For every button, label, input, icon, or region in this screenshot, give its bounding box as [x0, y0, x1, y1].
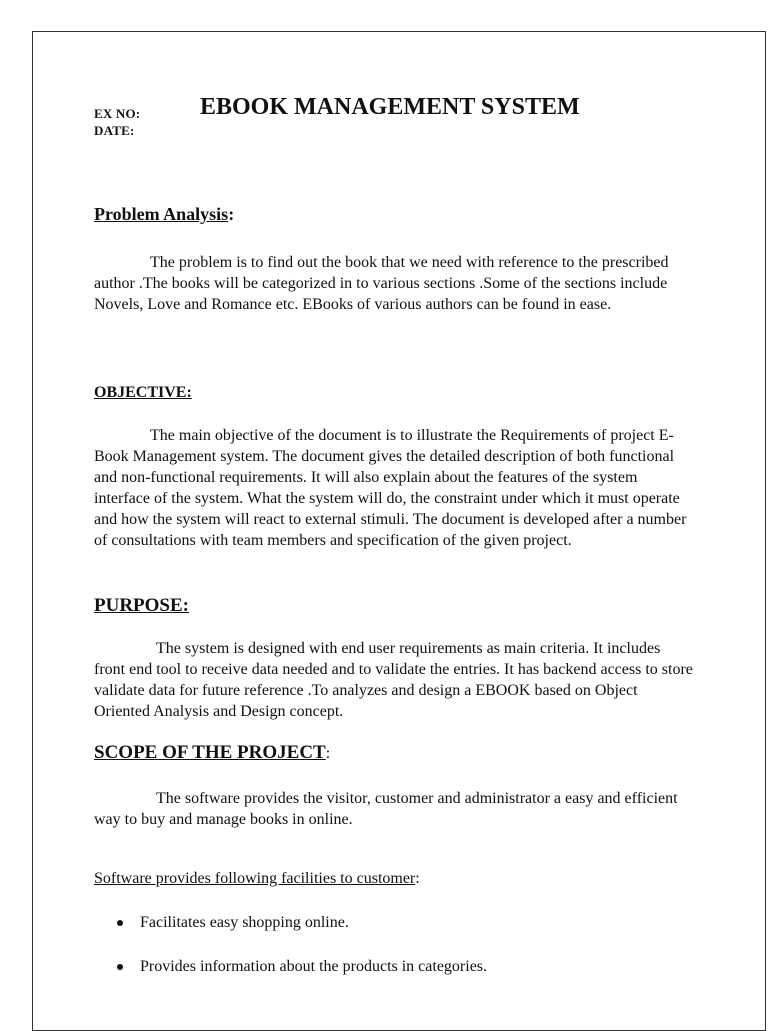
bullet-icon [117, 964, 123, 970]
problem-analysis-heading-text: Problem Analysis [94, 204, 229, 224]
document-header [94, 94, 694, 144]
purpose-heading: PURPOSE: [94, 595, 189, 616]
scope-heading [94, 742, 330, 764]
problem-analysis-paragraph: The problem is to find out the book that we need with reference to the prescribed author .The books will be categorized in to various sections .Some of the sections include Novels, Love and Romance etc. EBooks of various authors can be found in ease. [94, 254, 669, 313]
objective-paragraph: The main objective of the document is to illustrate the Requirements of project E-Book Management system. The document gives the detailed description of both functional and non-functional requirements. It will also explain about the features of the system interface of the system. What the system will do, the constraint under which it must operate and how the system will react to external stimuli. The document is developed after a number of consultations with team members and specification of the given project. [94, 427, 687, 549]
bullet-icon [117, 920, 123, 926]
date-label: DATE: [94, 123, 135, 138]
scope-heading-colon: : [325, 745, 331, 762]
facilities-list [94, 912, 694, 1000]
list-item [94, 956, 694, 977]
facilities-label [94, 870, 420, 888]
problem-analysis-heading-colon: : [228, 204, 235, 224]
document-title: EBOOK MANAGEMENT SYSTEM [200, 94, 580, 120]
facilities-label-colon: : [415, 870, 420, 887]
document-page [32, 31, 766, 1031]
list-item [94, 912, 694, 933]
scope-paragraph: The software provides the visitor, customer and administrator a easy and efficient way to buy and manage books in online. [94, 790, 678, 828]
problem-analysis-heading [94, 204, 234, 225]
objective-heading: OBJECTIVE: [94, 384, 192, 401]
ex-no-label: EX NO: [94, 106, 141, 121]
list-item-text: Facilitates easy shopping online. [140, 914, 349, 931]
purpose-paragraph: The system is designed with end user requirements as main criteria. It includes front end tool to receive data needed and to validate the entries. It has backend access to store validate data for future reference .To analyzes and design a EBOOK based on Object Oriented Analysis and Design concept. [94, 640, 693, 720]
facilities-label-text: Software provides following facilities to customer [94, 870, 416, 887]
list-item-text: Provides information about the products in categories. [140, 958, 488, 975]
scope-heading-text: SCOPE OF THE PROJECT [94, 742, 326, 763]
